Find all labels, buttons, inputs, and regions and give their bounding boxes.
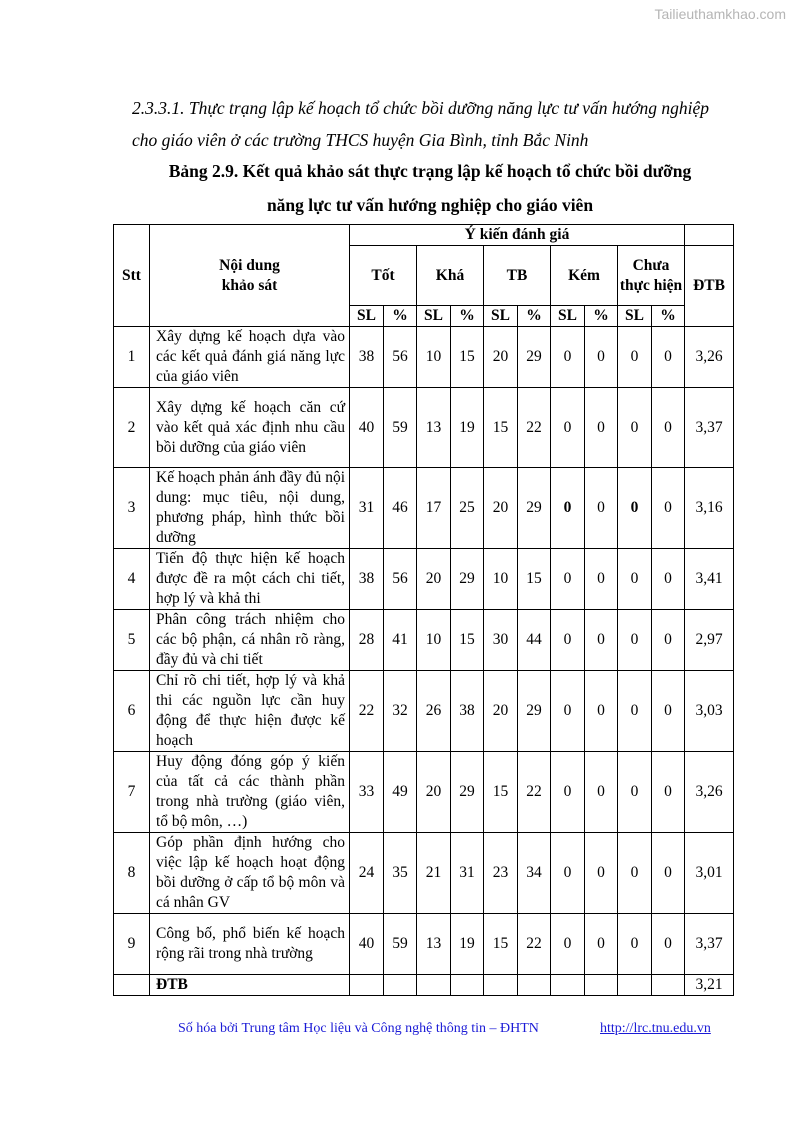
row-dtb: 3,16 bbox=[685, 468, 734, 549]
row-sl-value: 20 bbox=[417, 752, 451, 833]
row-pct-value: 0 bbox=[585, 468, 618, 549]
table-row bbox=[114, 549, 734, 610]
stt-header: Stt bbox=[114, 225, 150, 327]
total-blank-cell bbox=[114, 975, 150, 996]
total-empty-cell bbox=[384, 975, 417, 996]
row-pct-value: 31 bbox=[451, 833, 484, 914]
row-stt: 3 bbox=[114, 468, 150, 549]
row-pct-value: 0 bbox=[652, 549, 685, 610]
row-sl-value: 0 bbox=[551, 549, 585, 610]
sl-header: SL bbox=[484, 306, 518, 327]
total-empty-cell bbox=[518, 975, 551, 996]
sl-header: SL bbox=[551, 306, 585, 327]
row-pct-value: 49 bbox=[384, 752, 417, 833]
row-dtb: 3,26 bbox=[685, 752, 734, 833]
row-stt: 9 bbox=[114, 914, 150, 975]
row-sl-value: 0 bbox=[618, 388, 652, 468]
row-stt: 8 bbox=[114, 833, 150, 914]
row-pct-value: 0 bbox=[652, 833, 685, 914]
total-empty-cell bbox=[350, 975, 384, 996]
row-sl-value: 20 bbox=[484, 671, 518, 752]
row-dtb: 3,37 bbox=[685, 914, 734, 975]
row-sl-value: 0 bbox=[618, 610, 652, 671]
row-dtb: 2,97 bbox=[685, 610, 734, 671]
row-sl-value: 33 bbox=[350, 752, 384, 833]
total-dtb: 3,21 bbox=[685, 975, 734, 996]
row-pct-value: 25 bbox=[451, 468, 484, 549]
table-caption bbox=[100, 154, 760, 222]
row-pct-value: 0 bbox=[585, 327, 618, 388]
row-sl-value: 21 bbox=[417, 833, 451, 914]
total-empty-cell bbox=[652, 975, 685, 996]
row-dtb: 3,41 bbox=[685, 549, 734, 610]
footer-link[interactable]: http://lrc.tnu.edu.vn bbox=[600, 1021, 711, 1036]
level-header: TB bbox=[484, 246, 551, 306]
row-pct-value: 34 bbox=[518, 833, 551, 914]
level-header: Chưa thực hiện bbox=[618, 246, 685, 306]
row-content: Công bố, phổ biến kế hoạch rộng rãi trong nhà trường bbox=[150, 914, 350, 975]
total-empty-cell bbox=[618, 975, 652, 996]
table-row bbox=[114, 914, 734, 975]
row-pct-value: 0 bbox=[652, 388, 685, 468]
row-sl-value: 0 bbox=[551, 468, 585, 549]
total-empty-cell bbox=[451, 975, 484, 996]
row-sl-value: 17 bbox=[417, 468, 451, 549]
row-sl-value: 0 bbox=[618, 914, 652, 975]
row-pct-value: 0 bbox=[652, 327, 685, 388]
row-pct-value: 0 bbox=[585, 549, 618, 610]
pct-header: % bbox=[585, 306, 618, 327]
content-header-line2: khảo sát bbox=[221, 276, 278, 294]
row-sl-value: 0 bbox=[618, 833, 652, 914]
row-sl-value: 40 bbox=[350, 914, 384, 975]
table-caption-line2: năng lực tư vấn hướng nghiệp cho giáo viên bbox=[266, 195, 594, 215]
row-content: Chỉ rõ chi tiết, hợp lý và khả thi các nguồn lực cần huy động để thực hiện được kế hoạch bbox=[150, 671, 350, 752]
total-empty-cell bbox=[551, 975, 585, 996]
header-row-1 bbox=[114, 225, 734, 246]
row-pct-value: 29 bbox=[451, 752, 484, 833]
row-pct-value: 29 bbox=[451, 549, 484, 610]
row-stt: 2 bbox=[114, 388, 150, 468]
row-pct-value: 29 bbox=[518, 671, 551, 752]
row-pct-value: 19 bbox=[451, 914, 484, 975]
sl-header: SL bbox=[417, 306, 451, 327]
total-row bbox=[114, 975, 734, 996]
row-sl-value: 0 bbox=[618, 752, 652, 833]
row-sl-value: 24 bbox=[350, 833, 384, 914]
row-sl-value: 38 bbox=[350, 549, 384, 610]
row-sl-value: 31 bbox=[350, 468, 384, 549]
row-pct-value: 0 bbox=[585, 833, 618, 914]
watermark-text: Tailieuthamkhao.com bbox=[654, 6, 786, 22]
row-sl-value: 0 bbox=[618, 549, 652, 610]
row-stt: 1 bbox=[114, 327, 150, 388]
row-dtb: 3,01 bbox=[685, 833, 734, 914]
row-pct-value: 0 bbox=[652, 610, 685, 671]
row-sl-value: 15 bbox=[484, 388, 518, 468]
row-sl-value: 0 bbox=[551, 752, 585, 833]
row-content: Xây dựng kế hoạch dựa vào các kết quả đánh giá năng lực của giáo viên bbox=[150, 327, 350, 388]
row-content: Kế hoạch phản ánh đầy đủ nội dung: mục tiêu, nội dung, phương pháp, hình thức bồi dưỡng bbox=[150, 468, 350, 549]
opinion-header: Ý kiến đánh giá bbox=[350, 225, 685, 246]
row-pct-value: 22 bbox=[518, 914, 551, 975]
row-sl-value: 0 bbox=[551, 671, 585, 752]
row-stt: 5 bbox=[114, 610, 150, 671]
row-sl-value: 0 bbox=[618, 327, 652, 388]
total-label: ĐTB bbox=[150, 975, 350, 996]
row-pct-value: 19 bbox=[451, 388, 484, 468]
pct-header: % bbox=[518, 306, 551, 327]
row-sl-value: 0 bbox=[551, 914, 585, 975]
row-pct-value: 59 bbox=[384, 388, 417, 468]
total-empty-cell bbox=[484, 975, 518, 996]
table-row bbox=[114, 752, 734, 833]
table-row bbox=[114, 671, 734, 752]
level-header: Khá bbox=[417, 246, 484, 306]
content-header bbox=[150, 225, 350, 327]
row-sl-value: 10 bbox=[417, 610, 451, 671]
row-pct-value: 22 bbox=[518, 388, 551, 468]
sl-header: SL bbox=[350, 306, 384, 327]
row-pct-value: 38 bbox=[451, 671, 484, 752]
row-pct-value: 35 bbox=[384, 833, 417, 914]
row-pct-value: 56 bbox=[384, 327, 417, 388]
sl-header: SL bbox=[618, 306, 652, 327]
row-dtb: 3,37 bbox=[685, 388, 734, 468]
level-header: Tốt bbox=[350, 246, 417, 306]
row-content: Xây dựng kế hoạch căn cứ vào kết quả xác định nhu cầu bồi dưỡng của giáo viên bbox=[150, 388, 350, 468]
row-sl-value: 15 bbox=[484, 914, 518, 975]
row-sl-value: 22 bbox=[350, 671, 384, 752]
row-pct-value: 15 bbox=[518, 549, 551, 610]
footer-text: Số hóa bởi Trung tâm Học liệu và Công nghệ thông tin – ĐHTN bbox=[178, 1021, 539, 1036]
row-pct-value: 0 bbox=[652, 914, 685, 975]
row-sl-value: 20 bbox=[484, 327, 518, 388]
row-sl-value: 20 bbox=[484, 468, 518, 549]
row-stt: 7 bbox=[114, 752, 150, 833]
row-content: Tiến độ thực hiện kế hoạch được đề ra một cách chi tiết, hợp lý và khả thi bbox=[150, 549, 350, 610]
row-pct-value: 0 bbox=[585, 610, 618, 671]
row-sl-value: 0 bbox=[551, 833, 585, 914]
table-row bbox=[114, 468, 734, 549]
row-pct-value: 46 bbox=[384, 468, 417, 549]
row-sl-value: 13 bbox=[417, 914, 451, 975]
row-sl-value: 28 bbox=[350, 610, 384, 671]
dtb-header: ĐTB bbox=[685, 246, 734, 327]
row-pct-value: 15 bbox=[451, 327, 484, 388]
row-sl-value: 0 bbox=[551, 388, 585, 468]
row-content: Phân công trách nhiệm cho các bộ phận, cá nhân rõ ràng, đầy đủ và chi tiết bbox=[150, 610, 350, 671]
row-pct-value: 59 bbox=[384, 914, 417, 975]
row-sl-value: 26 bbox=[417, 671, 451, 752]
row-sl-value: 0 bbox=[551, 610, 585, 671]
row-sl-value: 40 bbox=[350, 388, 384, 468]
row-pct-value: 41 bbox=[384, 610, 417, 671]
row-pct-value: 56 bbox=[384, 549, 417, 610]
row-sl-value: 15 bbox=[484, 752, 518, 833]
row-content: Huy động đóng góp ý kiến của tất cả các thành phần trong nhà trường (giáo viên, tổ bộ môn, …) bbox=[150, 752, 350, 833]
row-pct-value: 0 bbox=[652, 752, 685, 833]
level-header: Kém bbox=[551, 246, 618, 306]
row-sl-value: 10 bbox=[417, 327, 451, 388]
row-sl-value: 38 bbox=[350, 327, 384, 388]
table-row bbox=[114, 388, 734, 468]
pct-header: % bbox=[384, 306, 417, 327]
row-pct-value: 0 bbox=[585, 671, 618, 752]
row-pct-value: 0 bbox=[585, 752, 618, 833]
section-heading: 2.3.3.1. Thực trạng lập kế hoạch tổ chức bồi dưỡng năng lực tư vấn hướng nghiệp cho giáo viên ở các trường THCS huyện Gia Bình, tỉnh Bắc Ninh bbox=[132, 98, 710, 150]
row-pct-value: 15 bbox=[451, 610, 484, 671]
pct-header: % bbox=[652, 306, 685, 327]
row-pct-value: 32 bbox=[384, 671, 417, 752]
row-sl-value: 30 bbox=[484, 610, 518, 671]
row-pct-value: 0 bbox=[585, 914, 618, 975]
pct-header: % bbox=[451, 306, 484, 327]
table-caption-line1: Bảng 2.9. Kết quả khảo sát thực trạng lập kế hoạch tổ chức bồi dưỡng bbox=[168, 161, 692, 181]
row-pct-value: 0 bbox=[585, 388, 618, 468]
row-sl-value: 10 bbox=[484, 549, 518, 610]
table-row bbox=[114, 327, 734, 388]
content-header-line1: Nội dung bbox=[219, 256, 280, 274]
total-empty-cell bbox=[585, 975, 618, 996]
row-sl-value: 23 bbox=[484, 833, 518, 914]
table-row bbox=[114, 833, 734, 914]
row-sl-value: 20 bbox=[417, 549, 451, 610]
row-sl-value: 0 bbox=[618, 671, 652, 752]
row-stt: 6 bbox=[114, 671, 150, 752]
row-sl-value: 0 bbox=[551, 327, 585, 388]
header-blank-cell bbox=[685, 225, 734, 246]
row-pct-value: 0 bbox=[652, 468, 685, 549]
survey-table bbox=[113, 224, 734, 996]
row-dtb: 3,26 bbox=[685, 327, 734, 388]
row-pct-value: 22 bbox=[518, 752, 551, 833]
row-pct-value: 44 bbox=[518, 610, 551, 671]
row-pct-value: 0 bbox=[652, 671, 685, 752]
row-pct-value: 29 bbox=[518, 327, 551, 388]
table-row bbox=[114, 610, 734, 671]
row-sl-value: 0 bbox=[618, 468, 652, 549]
row-sl-value: 13 bbox=[417, 388, 451, 468]
row-dtb: 3,03 bbox=[685, 671, 734, 752]
row-stt: 4 bbox=[114, 549, 150, 610]
row-content: Góp phần định hướng cho việc lập kế hoạch hoạt động bồi dưỡng ở cấp tổ bộ môn và cá nhân GV bbox=[150, 833, 350, 914]
total-empty-cell bbox=[417, 975, 451, 996]
row-pct-value: 29 bbox=[518, 468, 551, 549]
